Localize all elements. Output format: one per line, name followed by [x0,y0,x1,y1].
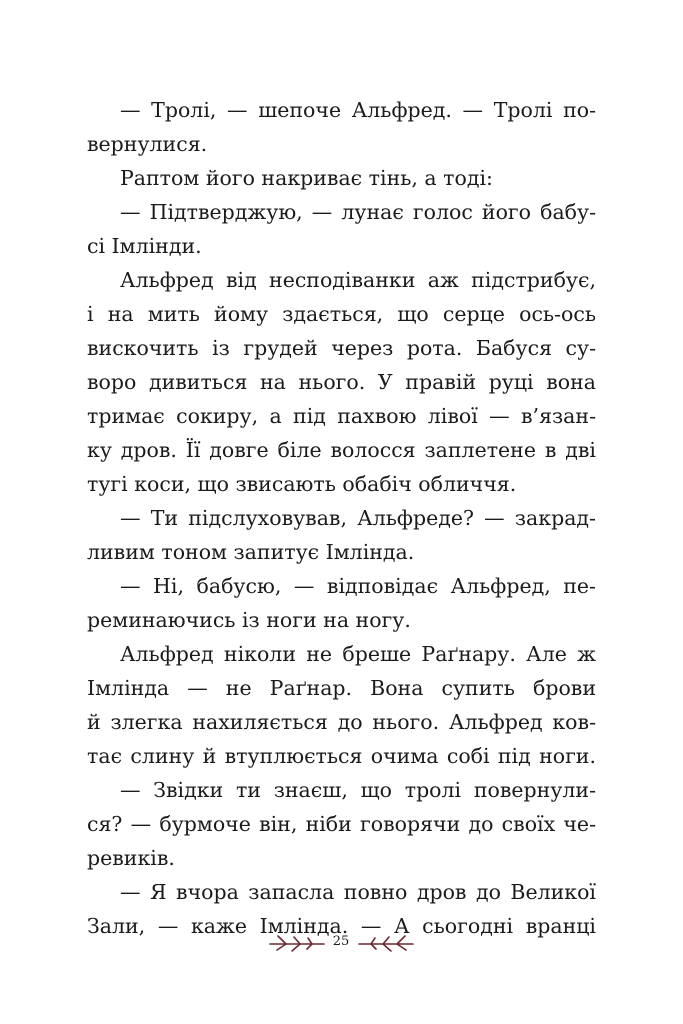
text-line-14: ливим тоном запитує Імлінда. [87,540,415,564]
text-line-7: і на мить йому здається, що серце ось-ось [87,302,596,326]
text-line-18: Імлінда — не Раґнар. Вона супить брови [87,676,596,700]
text-line-10: тримає сокиру, а під пахвою лівої — в’язан- [87,404,596,428]
branch-ornament-left-icon [268,932,328,954]
page-number: 25 [332,934,350,949]
page-footer [0,926,683,966]
text-line-13: — Ти підслуховував, Альфреде? — закрад- [120,506,596,530]
text-line-17: Альфред ніколи не бреше Раґнару. Але ж [120,642,596,666]
text-line-9: воро дивиться на нього. У правій руці вона [87,370,596,394]
text-line-25: Зали, — каже Імлінда. — А сьогодні вранці [87,914,596,938]
text-line-20: тає слину й втуплюється очима собі під ноги. [87,744,596,768]
text-line-5: сі Імлінди. [87,234,202,258]
text-line-8: вискочить із грудей через рота. Бабуся су- [87,336,596,360]
text-line-16: реминаючись із ноги на ногу. [87,608,411,632]
text-line-6: Альфред від несподіванки аж підстрибує, [120,268,596,292]
text-line-4: — Підтверджую, — лунає голос його бабу- [120,200,596,224]
text-line-12: тугі коси, що звисають обабіч обличчя. [87,472,517,496]
text-line-23: ревиків. [87,846,175,870]
text-line-19: й злегка нахиляється до нього. Альфред ков- [87,710,596,734]
text-line-1: — Тролі, — шепоче Альфред. — Тролі по- [120,98,596,122]
text-line-22: ся? — бурмоче він, ніби говорячи до своїх че- [87,812,596,836]
branch-ornament-right-icon [355,932,415,954]
text-line-11: ку дров. Її довге біле волосся заплетене в дві [87,438,596,462]
text-line-3: Раптом його накриває тінь, а тоді: [120,166,493,190]
text-line-15: — Ні, бабусю, — відповідає Альфред, пе- [120,574,596,598]
text-line-21: — Звідки ти знаєш, що тролі повернули- [120,778,596,802]
text-line-24: — Я вчора запасла повно дров до Великої [120,880,596,904]
text-line-2: вернулися. [87,132,208,156]
